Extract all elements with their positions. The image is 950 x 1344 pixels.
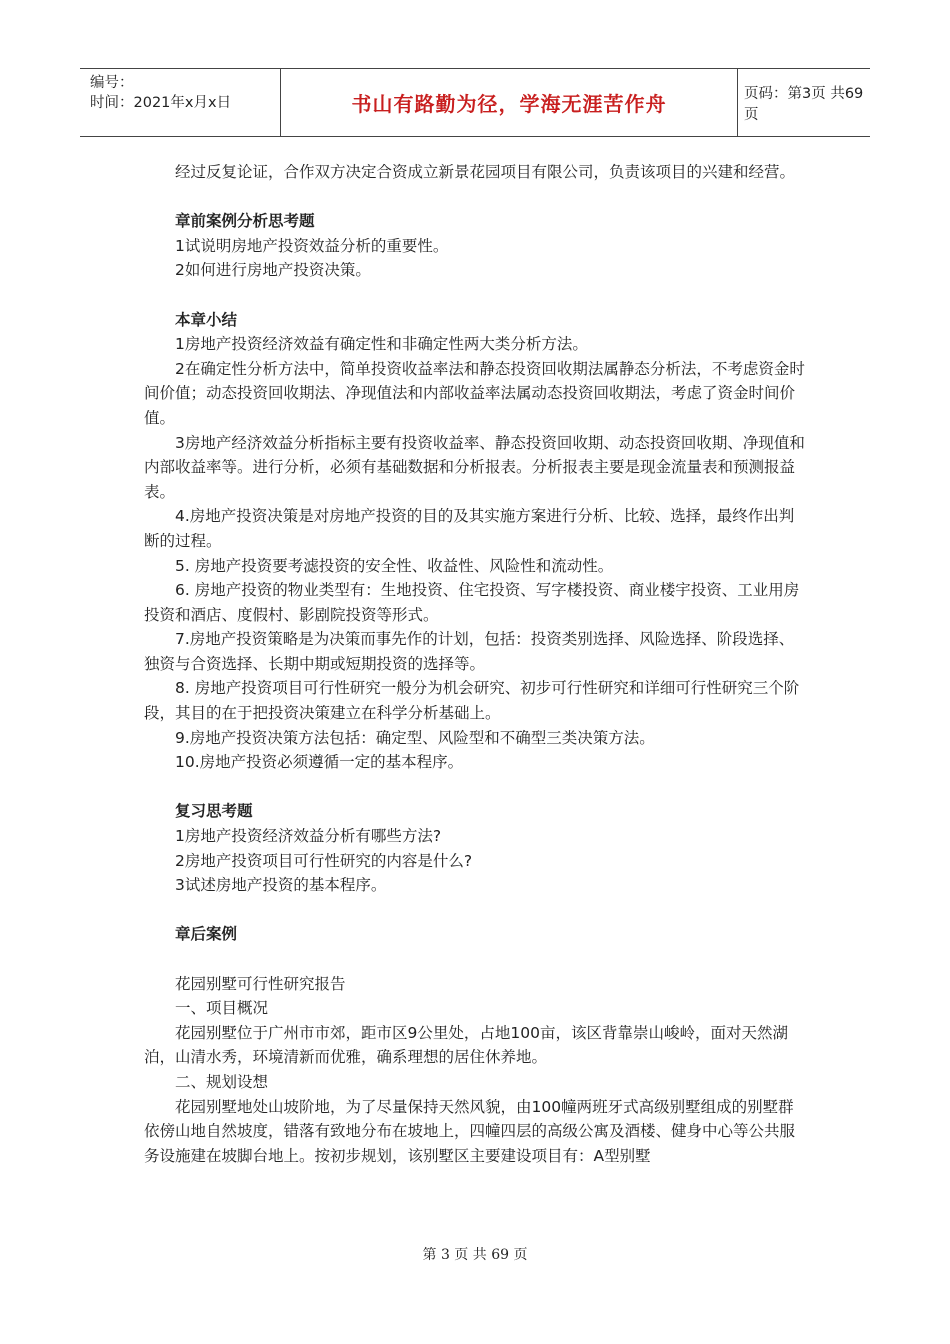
list-item: 5. 房地产投资要考滤投资的安全性、收益性、风险性和流动性。 [175,556,614,575]
case-subheading: 二、规划设想 [175,1072,269,1091]
section-title-post-case: 章后案例 [175,925,238,944]
case-subheading: 一、项目概况 [175,999,269,1018]
list-item: 3房地产经济效益分析指标主要有投资收益率、静态投资回收期、动态投资回收期、净现值和内部收益率等。进行分析，必须有基础数据和分析报表。分析报表主要是现金流量表和预测报益表。 [144,433,805,501]
list-item: 1房地产投资经济效益有确定性和非确定性两大类分析方法。 [175,335,588,354]
document-number-label: 编号： [90,75,134,91]
date-label: 时间：2021年x月x日 [90,95,232,111]
list-item: 2如何进行房地产投资决策。 [175,261,371,280]
list-item: 2房地产投资项目可行性研究的内容是什么? [175,851,473,870]
page-footer: 第 3 页 共 69 页 [422,1247,528,1263]
case-paragraph: 花园别墅位于广州市市郊，距市区9公里处，占地100亩，该区背靠崇山峻岭，面对天然湖泊，山清水秀，环境清新而优雅，确系理想的居住休养地。 [144,1023,788,1067]
list-item: 2在确定性分析方法中，简单投资收益率法和静态投资回收期法属静态分析法，不考虑资金时间价值；动态投资回收期法、净现值法和内部收益率法属动态投资回收期法，考虑了资金时间价值。 [144,359,805,427]
list-item: 8. 房地产投资项目可行性研究一般分为机会研究、初步可行性研究和详细可行性研究三个阶段，其目的在于把投资决策建立在科学分析基础上。 [144,679,800,723]
section-title-review: 复习思考题 [175,802,253,821]
header-motto: 书山有路勤为径，学海无涯苦作舟 [280,69,738,136]
list-item: 3试述房地产投资的基本程序。 [175,876,387,895]
section-title-summary: 本章小结 [175,310,238,329]
section-title-pre-case: 章前案例分析思考题 [175,212,315,231]
list-item: 1试说明房地产投资效益分析的重要性。 [175,236,449,255]
header-meta [90,73,231,113]
list-item: 9.房地产投资决策方法包括：确定型、风险型和不确型三类决策方法。 [175,728,655,747]
list-item: 7.房地产投资策略是为决策而事先作的计划，包括：投资类别选择、风险选择、阶段选择、独资与合资选择、长期中期或短期投资的选择等。 [144,630,795,673]
page-header [80,68,870,137]
list-item: 10.房地产投资必须遵循一定的基本程序。 [175,753,464,772]
list-item: 6. 房地产投资的物业类型有：生地投资、住宅投资、写字楼投资、商业楼宇投资、工业用房投资和酒店、度假村、影剧院投资等形式。 [144,581,800,624]
list-item: 1房地产投资经济效益分析有哪些方法? [175,827,442,846]
document-body [144,160,806,1168]
case-paragraph: 花园别墅地处山坡阶地，为了尽量保持天然风貌，由100幢两班牙式高级别墅组成的别墅群依傍山地自然坡度，错落有致地分布在坡地上，四幢四层的高级公寓及酒楼、健身中心等公共服务设施建在坡脚台地上。按初步规划，该别墅区主要建设项目有：A型别墅 [144,1097,796,1165]
header-page-number: 页码：第3页 共69页 [744,85,864,123]
case-report-title: 花园别墅可行性研究报告 [175,974,346,993]
list-item: 4.房地产投资决策是对房地产投资的目的及其实施方案进行分析、比较、选择，最终作出判断的过程。 [144,507,795,550]
intro-paragraph: 经过反复论证，合作双方决定合资成立新景花园项目有限公司，负责该项目的兴建和经营。 [175,163,796,181]
